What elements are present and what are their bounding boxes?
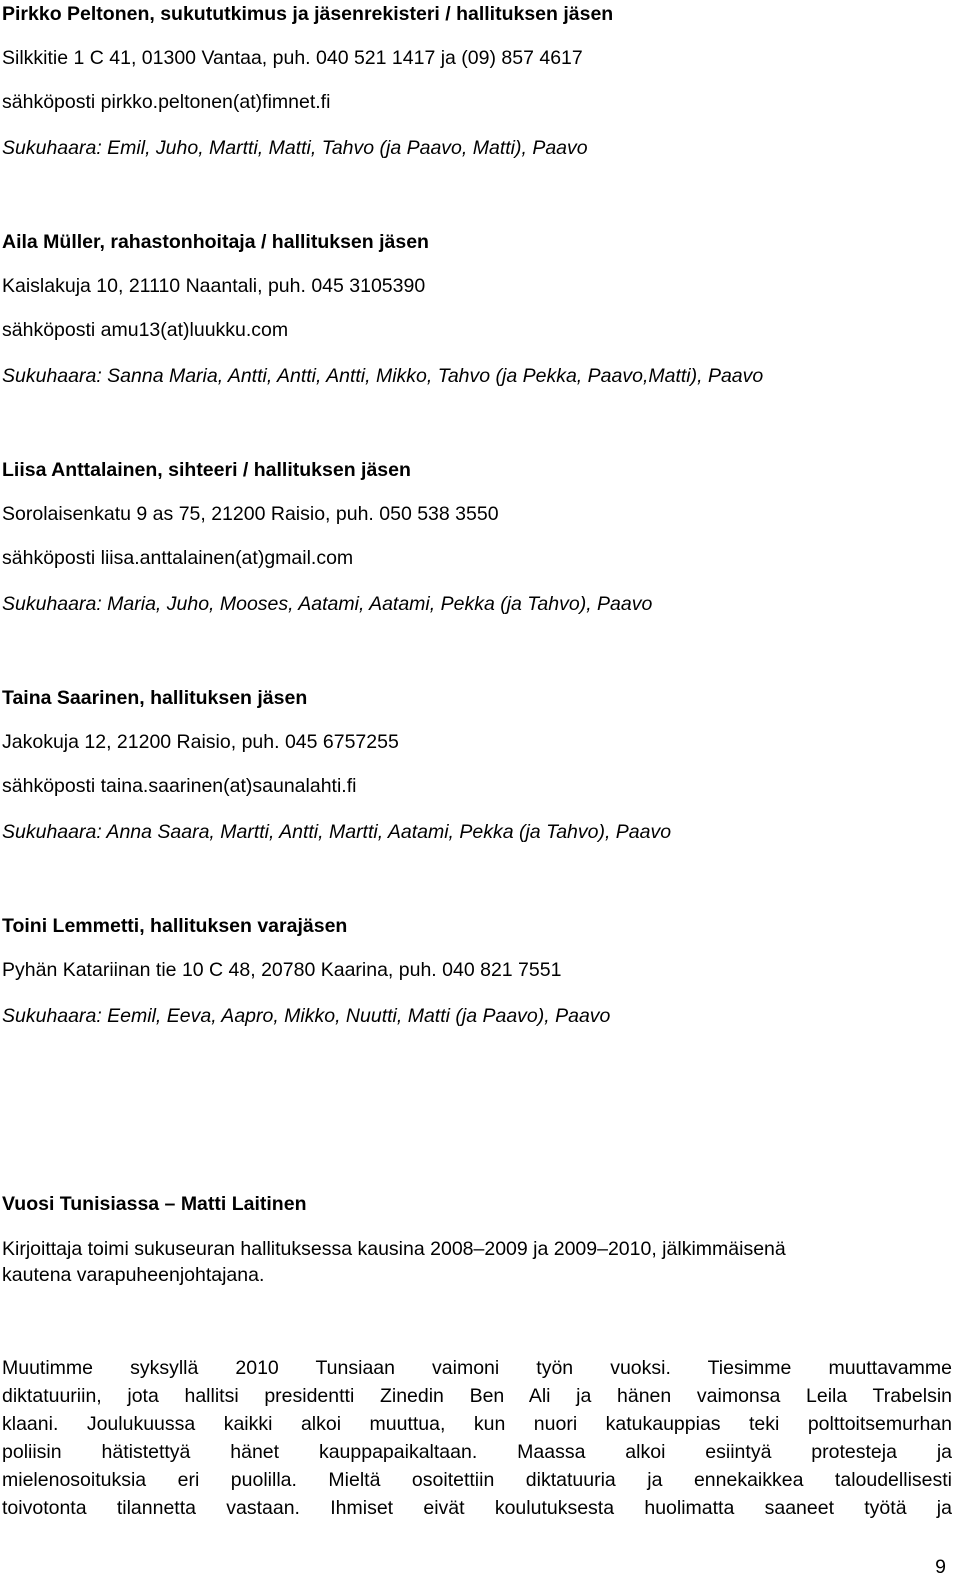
member-address: Sorolaisenkatu 9 as 75, 21200 Raisio, puh. 050 538 3550 xyxy=(2,503,499,525)
member-email: sähköposti amu13(at)luukku.com xyxy=(2,319,289,341)
article-title: Vuosi Tunisiassa – Matti Laitinen xyxy=(2,1193,307,1215)
member-title: Liisa Anttalainen, sihteeri / hallituksen jäsen xyxy=(2,459,411,481)
page-number: 9 xyxy=(935,1556,946,1578)
member-branch: Sukuhaara: Emil, Juho, Martti, Matti, Tahvo (ja Paavo, Matti), Paavo xyxy=(2,137,588,159)
member-title: Pirkko Peltonen, sukututkimus ja jäsenrekisteri / hallituksen jäsen xyxy=(2,3,614,25)
member-title: Aila Müller, rahastonhoitaja / hallituksen jäsen xyxy=(2,231,429,253)
article-intro-line: Kirjoittaja toimi sukuseuran hallituksessa kausina 2008–2009 ja 2009–2010, jälkimmäisenä xyxy=(2,1238,786,1260)
member-address: Jakokuja 12, 21200 Raisio, puh. 045 6757255 xyxy=(2,731,399,753)
article-intro xyxy=(2,1236,952,1288)
article-body xyxy=(2,1354,952,1522)
member-title: Taina Saarinen, hallituksen jäsen xyxy=(2,687,308,709)
article-intro-line: kautena varapuheenjohtajana. xyxy=(2,1264,265,1286)
member-branch: Sukuhaara: Maria, Juho, Mooses, Aatami, Aatami, Pekka (ja Tahvo), Paavo xyxy=(2,593,653,615)
article-body-line: poliisin hätistettyä hänet kauppapaikaltaan. Maassa alkoi esiintyä protesteja ja xyxy=(2,1441,952,1463)
member-email: sähköposti pirkko.peltonen(at)fimnet.fi xyxy=(2,91,331,113)
article-body-line: diktatuuriin, jota hallitsi presidentti Zinedin Ben Ali ja hänen vaimonsa Leila Trabelsin xyxy=(2,1385,952,1407)
member-branch: Sukuhaara: Sanna Maria, Antti, Antti, Antti, Mikko, Tahvo (ja Pekka, Paavo,Matti), Paavo xyxy=(2,365,764,387)
member-address: Silkkitie 1 C 41, 01300 Vantaa, puh. 040 521 1417 ja (09) 857 4617 xyxy=(2,47,583,69)
member-branch: Sukuhaara: Anna Saara, Martti, Antti, Martti, Aatami, Pekka (ja Tahvo), Paavo xyxy=(2,821,672,843)
member-branch: Sukuhaara: Eemil, Eeva, Aapro, Mikko, Nuutti, Matti (ja Paavo), Paavo xyxy=(2,1005,611,1027)
article-body-line: mielenosoituksia eri puolilla. Mieltä osoitettiin diktatuuria ja ennekaikkea taloudellisesti xyxy=(2,1469,952,1491)
member-address: Kaislakuja 10, 21110 Naantali, puh. 045 3105390 xyxy=(2,275,426,297)
member-email: sähköposti liisa.anttalainen(at)gmail.com xyxy=(2,547,354,569)
member-email: sähköposti taina.saarinen(at)saunalahti.fi xyxy=(2,775,357,797)
article-body-line: Muutimme syksyllä 2010 Tunsiaan vaimoni työn vuoksi. Tiesimme muuttavamme xyxy=(2,1357,952,1379)
article-body-line: klaani. Joulukuussa kaikki alkoi muuttua, kun nuori katukauppias teki polttoitsemurhan xyxy=(2,1413,952,1435)
article-body-line: toivotonta tilannetta vastaan. Ihmiset eivät koulutuksesta huolimatta saaneet työtä ja xyxy=(2,1497,952,1519)
member-title: Toini Lemmetti, hallituksen varajäsen xyxy=(2,915,348,937)
member-address: Pyhän Katariinan tie 10 C 48, 20780 Kaarina, puh. 040 821 7551 xyxy=(2,959,562,981)
